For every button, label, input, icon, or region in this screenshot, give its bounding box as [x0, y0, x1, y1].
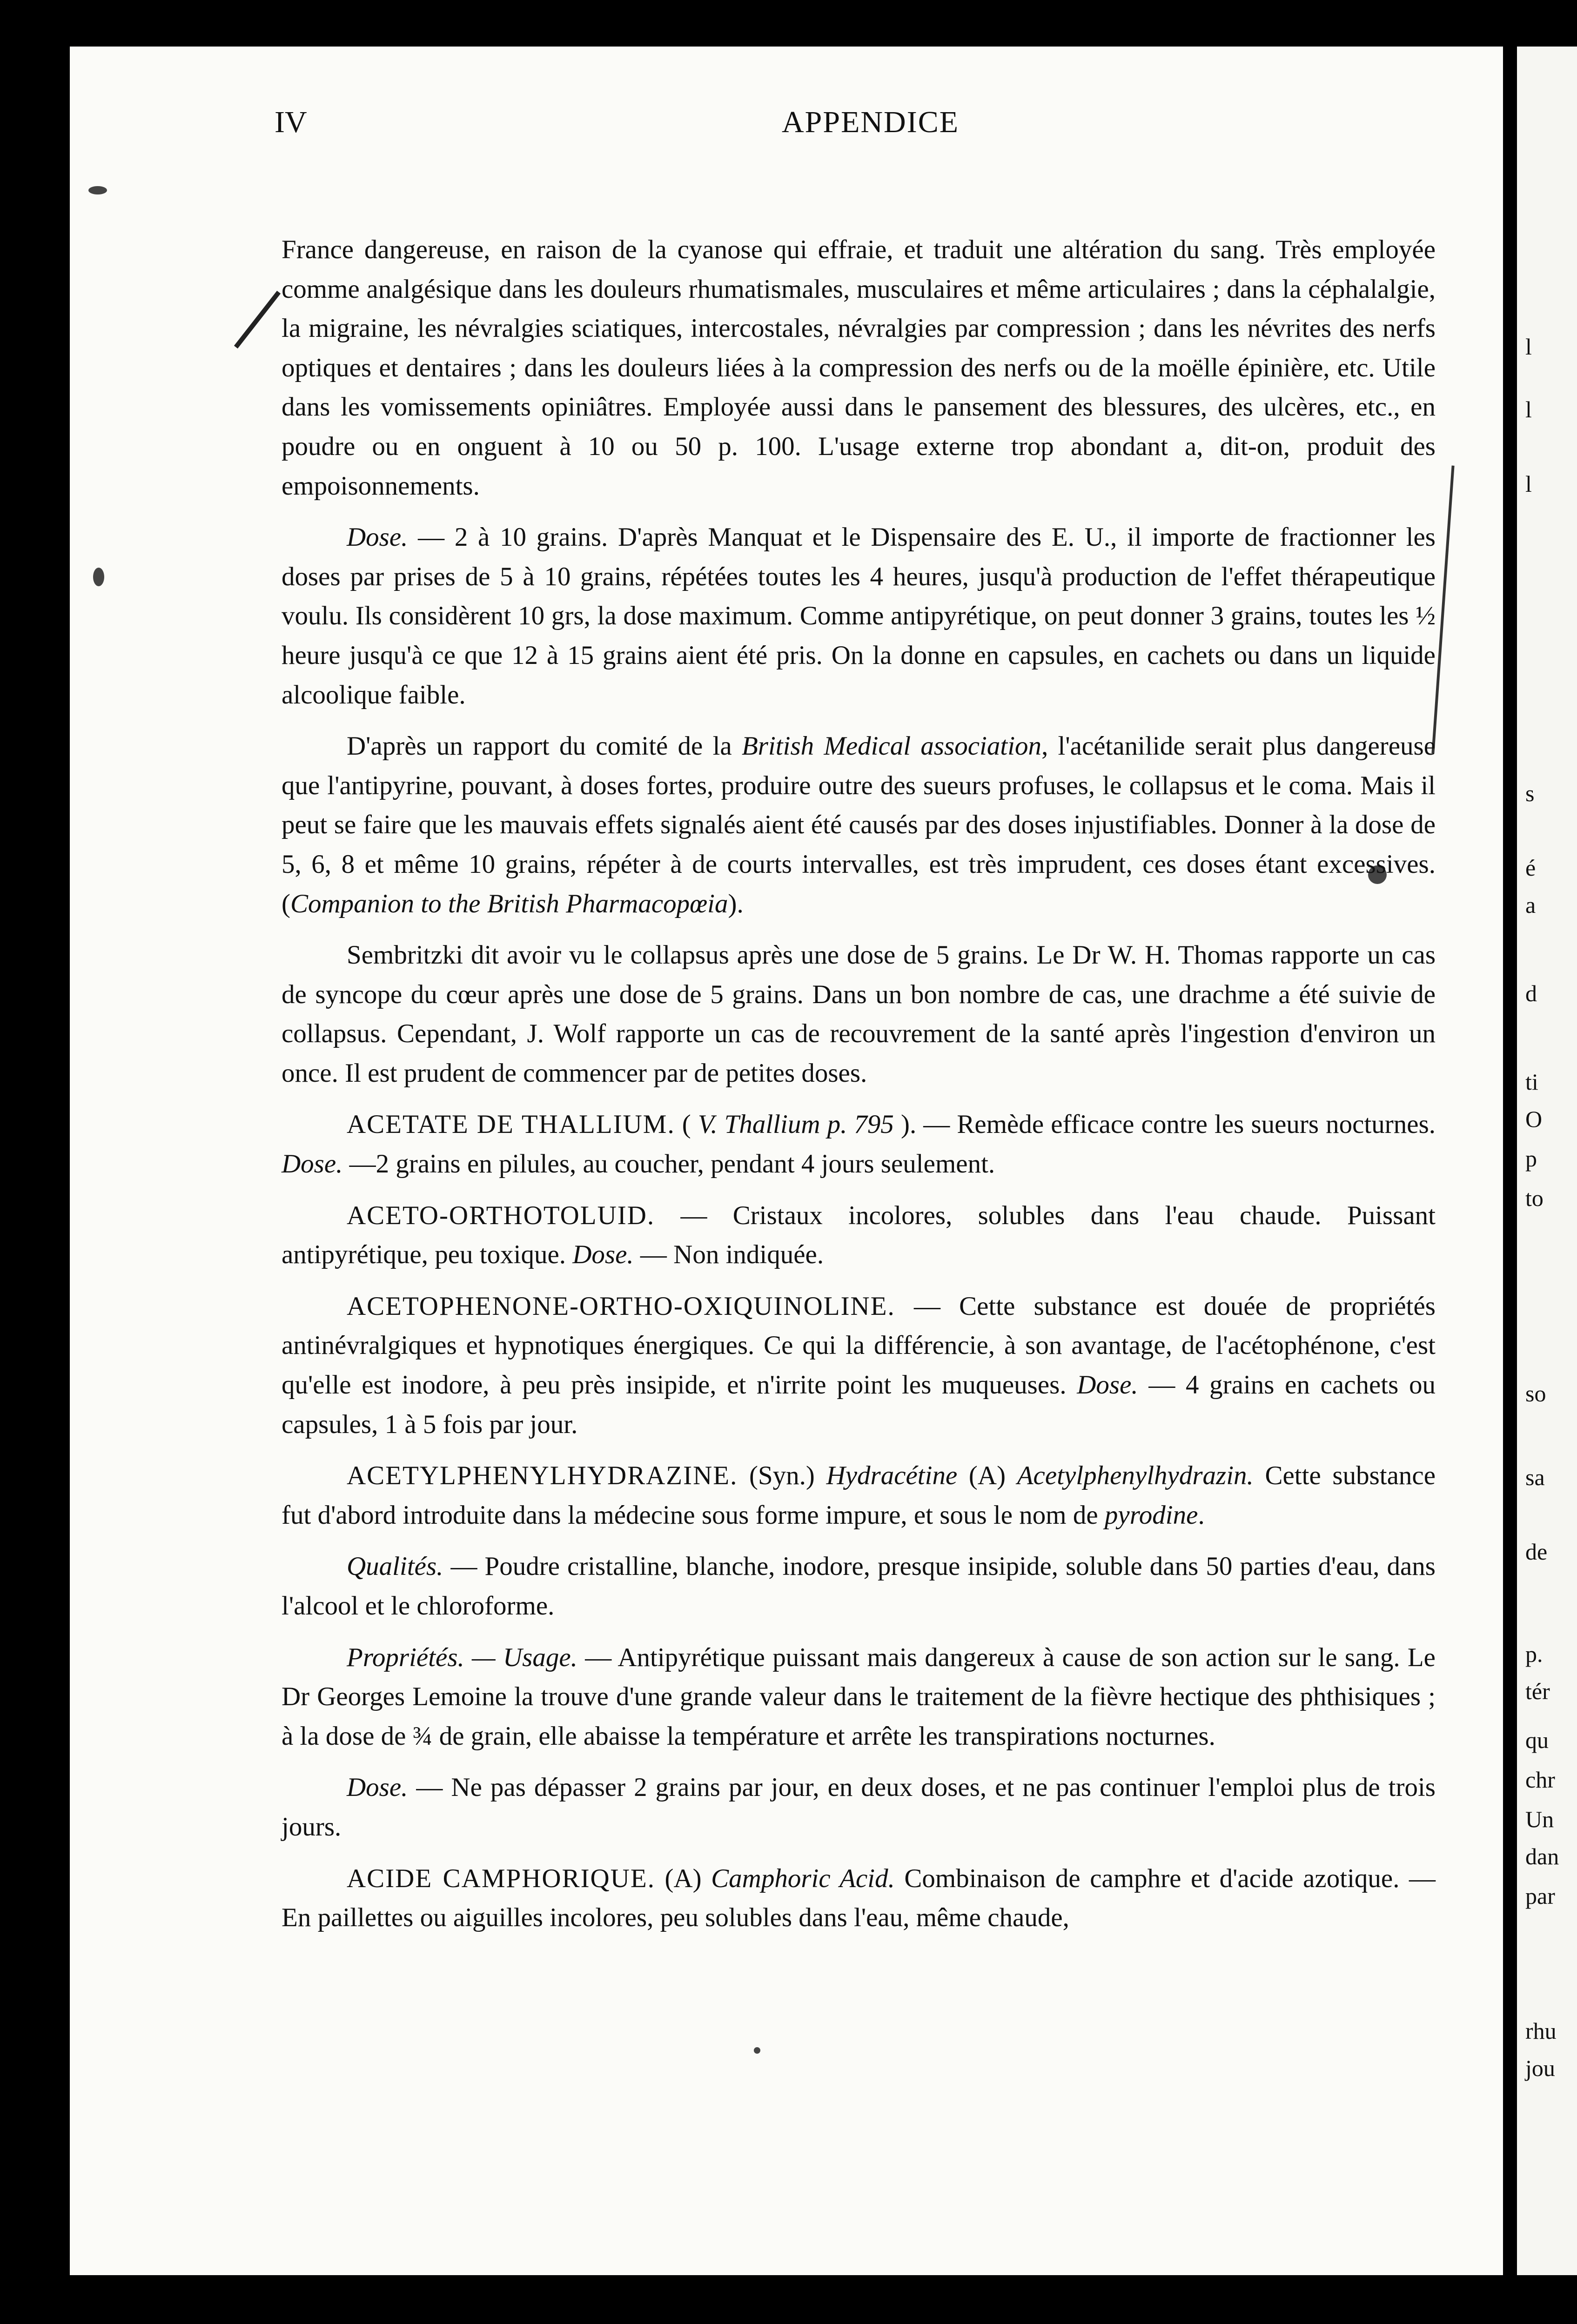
section-label: Qualités.: [347, 1552, 443, 1581]
paragraph-text: — Cristaux incolores, solubles dans l'eau chaude. Puissant antipyrétique, peu toxique.: [282, 1200, 1436, 1270]
paragraph-text: — 2 à 10 grains. D'après Manquat et le Dispensaire des E. U., il importe de fractionner les doses par prises de 5 à 10 grains, répétées toutes les 4 heures, jusqu'à production de l'effet thérapeutique voulu. Ils considèrent 10 grs, la dose maximum. Comme antipyrétique, on peut donner 3 grains, toutes les ½ heure jusqu'à ce que 12 à 15 grains aient été pris. On la donne en capsules, en cachets ou dans un liquide alcoolique faible.: [282, 522, 1436, 710]
main-text: [282, 230, 1436, 1950]
paragraph-qualites: [282, 1547, 1436, 1626]
paragraph-text: Cette substance fut d'abord introduite dans la médecine sous forme impure, et sous le nom de: [282, 1461, 1436, 1530]
section-label: Dose.: [347, 522, 408, 552]
paragraph-text: —2 grains en pilules, au coucher, pendant 4 jours seulement.: [342, 1149, 995, 1179]
section-label: Dose.: [347, 1773, 408, 1802]
paragraph-text: ). — Remède efficace contre les sueurs nocturnes.: [893, 1110, 1436, 1139]
paragraph-text: — 4 grains en cachets ou capsules, 1 à 5 fois par jour.: [282, 1370, 1436, 1439]
adjacent-fragment: é: [1525, 855, 1536, 881]
entry-aceto-orthotoluid: [282, 1196, 1436, 1275]
cross-reference: V. Thallium p. 795: [698, 1110, 894, 1139]
entry-heading: ACIDE CAMPHORIQUE.: [347, 1863, 655, 1893]
adjacent-page-edge: [1517, 47, 1577, 2275]
entry-acide-camphorique: [282, 1859, 1436, 1938]
running-title: APPENDICE: [782, 105, 960, 139]
paragraph-text: ).: [728, 889, 744, 918]
entry-heading: ACETOPHENONE-ORTHO-OXIQUINOLINE.: [347, 1291, 895, 1321]
paragraph-proprietes: [282, 1638, 1436, 1756]
adjacent-fragment: dan: [1525, 1843, 1559, 1869]
ink-speck: [754, 2047, 760, 2054]
adjacent-fragment: qu: [1525, 1727, 1549, 1753]
adjacent-fragment: d: [1525, 980, 1537, 1006]
paragraph-text: France dangereuse, en raison de la cyanose qui effraie, et traduit une altération du sang. Très employée comme analgésique dans les douleurs rhumatismales, musculaires et même articulaires ; dans la céphalalgie, la migraine, les névralgies sciatiques, intercostales, névralgies par compression ; dans les névrites des nerfs optiques et dentaires ; dans les douleurs liées à la compression des nerfs ou de la moëlle épinière, etc. Utile dans les vomissements opiniâtres. Employée aussi dans le pansement des blessures, des ulcères, etc., en poudre ou en onguent à 10 ou 50 p. 100. L'usage externe trop abondant a, dit-on, produit des empoisonnements.: [282, 235, 1436, 501]
adjacent-fragment: so: [1525, 1380, 1546, 1406]
adjacent-fragment: ti: [1525, 1069, 1538, 1095]
paragraph-text: (A): [655, 1863, 711, 1893]
paragraph-text: — Non indiquée.: [633, 1240, 824, 1270]
adjacent-fragment: Un: [1525, 1806, 1554, 1832]
adjacent-fragment: a: [1525, 892, 1536, 918]
paragraph-text: — Ne pas dépasser 2 grains par jour, en deux doses, et ne pas continuer l'emploi plus de trois jours.: [282, 1773, 1436, 1842]
adjacent-fragment: rhu: [1525, 2018, 1557, 2044]
paragraph-text: (Syn.): [738, 1461, 826, 1491]
entry-heading: ACETYLPHENYLHYDRAZINE.: [347, 1461, 738, 1491]
adjacent-fragment: sa: [1525, 1464, 1545, 1490]
adjacent-fragment: chr: [1525, 1767, 1555, 1793]
adjacent-fragment: par: [1525, 1883, 1555, 1909]
adjacent-fragment: O: [1525, 1106, 1543, 1132]
citation-italic: British Medical association: [741, 731, 1042, 761]
synonym-italic: Hydracétine: [826, 1461, 958, 1491]
adjacent-fragment: jou: [1525, 2055, 1555, 2081]
page-header: [205, 105, 1452, 147]
entry-heading: ACETATE DE THALLIUM.: [347, 1110, 675, 1139]
section-label: Dose.: [572, 1240, 634, 1270]
section-label: Dose.: [1077, 1370, 1138, 1400]
adjacent-fragment: p.: [1525, 1641, 1543, 1667]
paragraph-text: D'après un rapport du comité de la: [347, 731, 742, 761]
adjacent-fragment: l: [1525, 334, 1532, 360]
entry-acetate-de-thallium: [282, 1105, 1436, 1184]
section-label: Propriétés. — Usage.: [347, 1642, 577, 1672]
paragraph-continuation: [282, 230, 1436, 506]
synonym-italic: Acetylphenylhydrazin.: [1017, 1461, 1254, 1491]
adjacent-fragment: s: [1525, 780, 1535, 806]
ink-speck: [93, 568, 104, 586]
paragraph-text: Sembritzki dit avoir vu le collapsus après une dose de 5 grains. Le Dr W. H. Thomas rapporte un cas de syncope du cœur après une dose de 5 grains. Dans un bon nombre de cas, une drachme a été suivie de collapsus. Cependant, J. Wolf rapporte un cas de recouvrement de la santé après l'ingestion d'environ un once. Il est prudent de commencer par de petites doses.: [282, 940, 1436, 1088]
paragraph-dose-limit: [282, 1768, 1436, 1847]
section-label: Dose.: [282, 1149, 343, 1179]
synonym-italic: Camphoric Acid.: [711, 1863, 895, 1893]
paragraph-text: , l'acétanilide serait plus dangereuse que l'antipyrine, pouvant, à doses fortes, produire outre des sueurs profuses, le collapsus et le coma. Mais il peut se faire que les mauvais effets signalés aient été causés par des doses injustifiables. Donner à la dose de 5, 6, 8 et même 10 grains, répéter à de courts intervalles, est très imprudent, ces doses étant excessives. (: [282, 731, 1436, 918]
paragraph-text: (A): [957, 1461, 1017, 1491]
adjacent-fragment: p: [1525, 1145, 1537, 1172]
adjacent-fragment: tér: [1525, 1678, 1550, 1704]
paragraph-sembritzki: [282, 936, 1436, 1093]
entry-heading: ACETO-ORTHOTOLUID.: [347, 1200, 655, 1230]
adjacent-fragment: de: [1525, 1539, 1548, 1565]
entry-acetylphenylhydrazine: [282, 1456, 1436, 1535]
paragraph-text: Combinaison de camphre et d'acide azotique. — En paillettes ou aiguilles incolores, peu solubles dans l'eau, même chaude,: [282, 1863, 1436, 1933]
adjacent-fragment: l: [1525, 471, 1532, 497]
ink-speck: [88, 186, 107, 194]
paragraph-text: (: [675, 1110, 698, 1139]
adjacent-fragment: l: [1525, 396, 1532, 422]
paragraph-text: .: [1198, 1500, 1205, 1530]
paragraph-text: — Antipyrétique puissant mais dangereux à cause de son action sur le sang. Le Dr Georges Lemoine la trouve d'une grande valeur dans le traitement de la fièvre hectique des phthisiques ; à la dose de ¾ de grain, elle abaisse la température et arrête les transpirations nocturnes.: [282, 1642, 1436, 1751]
synonym-italic: pyrodine: [1104, 1500, 1198, 1530]
paragraph-text: — Poudre cristalline, blanche, inodore, presque insipide, soluble dans 50 parties d'eau, dans l'alcool et le chloroforme.: [282, 1552, 1436, 1621]
citation-italic: Companion to the British Pharmacopœia: [290, 889, 728, 918]
paragraph-text: — Cette substance est douée de propriétés antinévralgiques et hypnotiques énergiques. Ce qui la différencie, à son avantage, de l'acétophénone, c'est qu'elle est inodore, à peu près insipide, et n'irrite point les muqueuses.: [282, 1291, 1436, 1400]
paragraph-dose: [282, 518, 1436, 715]
entry-acetophenone-ortho-oxiquinoline: [282, 1287, 1436, 1444]
paragraph-bma-report: [282, 727, 1436, 924]
page-number: IV: [275, 105, 307, 139]
adjacent-fragment: to: [1525, 1185, 1543, 1211]
